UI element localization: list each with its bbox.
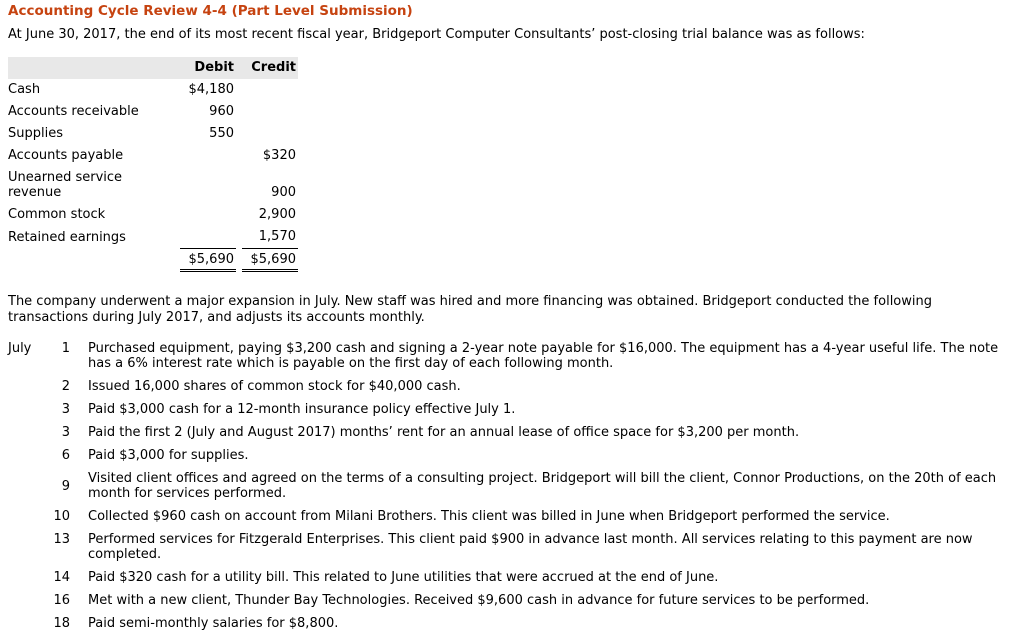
transaction-day: 9 [61, 478, 70, 494]
transaction-row [8, 375, 1016, 398]
table-row [8, 226, 298, 249]
debit-value: 960 [209, 104, 234, 119]
transaction-row [8, 421, 1016, 444]
debit-value [180, 167, 236, 204]
transaction-day: 16 [53, 593, 70, 608]
credit-value: 900 [271, 185, 296, 200]
transaction-day: 14 [53, 570, 70, 585]
table-row [8, 123, 298, 145]
totals-row [8, 249, 298, 271]
credit-total: $5,690 [242, 249, 298, 271]
transaction-row [8, 589, 1016, 612]
debit-total: $5,690 [180, 249, 236, 271]
transaction-day: 10 [53, 509, 70, 524]
debit-value: $4,180 [188, 82, 234, 97]
transaction-text: Paid the first 2 (July and August 2017) months’ rent for an annual lease of office space for $3,200 per month. [88, 425, 800, 440]
credit-value: $320 [262, 148, 296, 163]
transaction-text: Paid $320 cash for a utility bill. This related to June utilities that were accrued at the end of June. [88, 570, 719, 585]
debit-value [180, 226, 236, 249]
account-name: Cash [8, 82, 41, 97]
account-name: Retained earnings [8, 229, 126, 245]
debit-value: 550 [209, 126, 234, 141]
table-row [8, 79, 298, 101]
trial-balance-header-row [8, 57, 298, 79]
transaction-row [8, 337, 1016, 375]
month-label: July [8, 341, 32, 356]
table-row [8, 204, 298, 226]
account-name: Accounts receivable [8, 104, 139, 119]
credit-value [242, 101, 298, 123]
transactions-table [8, 337, 1016, 635]
transaction-day: 2 [61, 379, 70, 394]
debit-column-header: Debit [180, 57, 236, 79]
transaction-text: Met with a new client, Thunder Bay Technologies. Received $9,600 cash in advance for future services to be performed. [88, 593, 870, 608]
transaction-text: Paid $3,000 for supplies. [88, 448, 249, 463]
account-name: Unearned service revenue [8, 170, 123, 200]
transaction-text: Paid semi-monthly salaries for $8,800. [88, 616, 339, 631]
transaction-text: Paid $3,000 cash for a 12-month insurance policy effective July 1. [88, 402, 516, 417]
page-title: Accounting Cycle Review 4-4 (Part Level Submission) [8, 3, 413, 19]
credit-value [242, 123, 298, 145]
transaction-day: 3 [61, 425, 70, 440]
transaction-row [8, 505, 1016, 528]
transaction-text: Visited client offices and agreed on the terms of a consulting project. Bridgeport will bill the client, Connor Productions, on the 20th of each month for services performed. [88, 471, 997, 501]
intro-text: At June 30, 2017, the end of its most recent fiscal year, Bridgeport Computer Consultants’ post-closing trial balance was as follows: [8, 27, 865, 42]
transaction-day: 3 [61, 402, 70, 417]
debit-value [180, 204, 236, 226]
transaction-text: Performed services for Fitzgerald Enterprises. This client paid $900 in advance last month. All services relating to this payment are now completed. [88, 532, 973, 562]
transaction-row [8, 467, 1016, 505]
transaction-row [8, 444, 1016, 467]
transaction-text: Issued 16,000 shares of common stock for $40,000 cash. [88, 379, 461, 394]
transaction-day: 1 [61, 341, 70, 356]
credit-value [242, 79, 298, 101]
table-row [8, 145, 298, 167]
transaction-day: 18 [53, 616, 70, 631]
account-column-header [8, 57, 180, 79]
transaction-day: 6 [61, 448, 70, 463]
table-row [8, 101, 298, 123]
account-name: Common stock [8, 207, 106, 222]
trial-balance-table [8, 57, 298, 272]
account-name: Supplies [8, 126, 63, 141]
expansion-note: The company underwent a major expansion in July. New staff was hired and more financing was obtained. Bridgeport conducted the following transactions during July 2017, and adjusts its accounts monthly. [8, 294, 932, 325]
credit-column-header: Credit [242, 57, 298, 79]
account-name: Accounts payable [8, 148, 124, 163]
transaction-text: Purchased equipment, paying $3,200 cash and signing a 2-year note payable for $16,000. The equipment has a 4-year useful life. The note has a 6% interest rate which is payable on the first day of each following month. [88, 341, 999, 371]
transaction-row [8, 398, 1016, 421]
transaction-day: 13 [53, 532, 70, 547]
transaction-row [8, 566, 1016, 589]
transaction-row [8, 612, 1016, 635]
transaction-row [8, 528, 1016, 566]
transaction-text: Collected $960 cash on account from Milani Brothers. This client was billed in June when Bridgeport performed the service. [88, 509, 890, 524]
credit-value: 1,570 [258, 229, 296, 244]
debit-value [180, 145, 236, 167]
table-row [8, 167, 298, 204]
credit-value: 2,900 [258, 207, 296, 222]
